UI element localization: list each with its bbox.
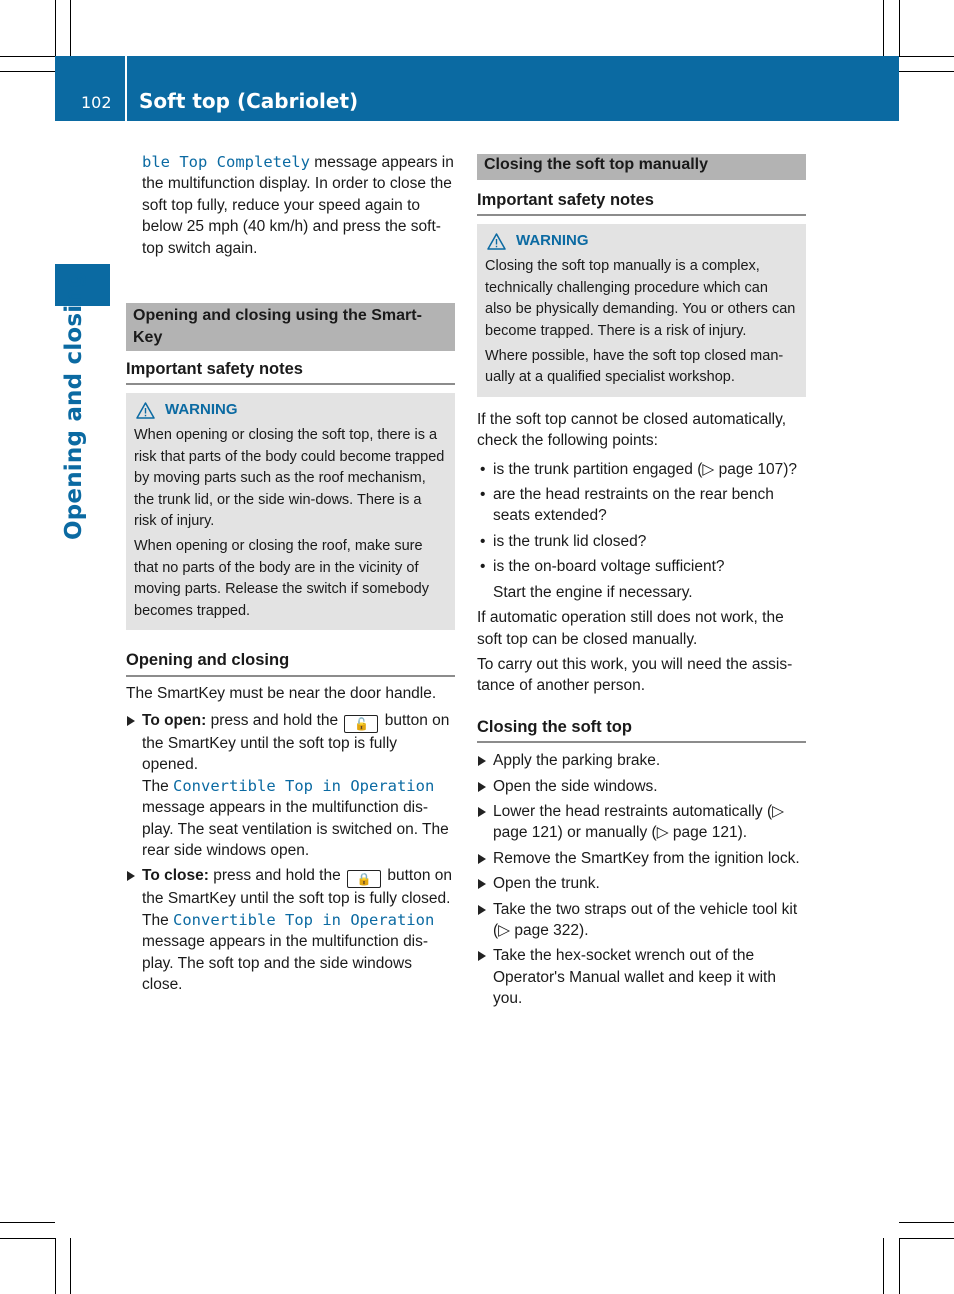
warning-text: When opening or closing the roof, make sure that no parts of the body are in the vicinity of moving parts. Release the switch if somebody becomes trapped. bbox=[134, 538, 429, 619]
step-item: Lower the head restraints automatically (▷ page 121) or manually (▷ page 121). bbox=[477, 801, 806, 844]
message-text: Convertible Top in Operation bbox=[173, 776, 435, 795]
crop-mark bbox=[899, 1222, 954, 1223]
step-arrow-icon bbox=[478, 905, 486, 915]
safety-heading: Important safety notes bbox=[126, 359, 455, 385]
paragraph: The SmartKey must be near the door handle. bbox=[126, 684, 437, 702]
crop-mark bbox=[883, 0, 884, 56]
step-arrow-icon bbox=[478, 807, 486, 817]
crop-mark bbox=[899, 1238, 900, 1294]
step-item: Take the hex-socket wrench out of the Operator's Manual wallet and keep it with you. bbox=[477, 945, 806, 1009]
step-arrow-icon bbox=[478, 951, 486, 961]
paragraph: To carry out this work, you will need the assis-tance of another person. bbox=[477, 655, 793, 695]
page-number: 102 bbox=[81, 93, 112, 112]
crop-mark bbox=[899, 71, 954, 72]
safety-heading: Important safety notes bbox=[477, 190, 806, 216]
page-title: Soft top (Cabriolet) bbox=[139, 89, 359, 113]
step-open: To open: press and hold the 🔓 button on the SmartKey until the soft top is fully opened. The Convertible Top in Operation message appears in the multifunction dis-play. The seat ventilation is switched on. The rear side windows open. bbox=[126, 710, 455, 861]
step-arrow-icon bbox=[478, 782, 486, 792]
warning-box bbox=[477, 224, 806, 396]
closing-soft-top-heading: Closing the soft top bbox=[477, 717, 806, 743]
crop-mark bbox=[55, 1238, 56, 1294]
right-column bbox=[477, 154, 806, 1010]
section-title-bar: Opening and closing using the Smart-Key bbox=[126, 303, 455, 351]
warning-header: WARNING bbox=[134, 399, 447, 421]
warning-triangle-icon bbox=[487, 233, 506, 250]
bullet-item: • is the trunk partition engaged (▷ page 107)? bbox=[480, 460, 798, 478]
crop-mark bbox=[899, 56, 954, 57]
step-arrow-icon bbox=[478, 854, 486, 864]
message-text: Convertible Top in Operation bbox=[173, 910, 435, 929]
paragraph: If the soft top cannot be closed automatically, check the following points: bbox=[477, 410, 787, 450]
unlock-button-icon: 🔓 bbox=[344, 715, 378, 733]
crop-mark bbox=[883, 1238, 884, 1294]
crop-mark bbox=[0, 1238, 55, 1239]
warning-text: Closing the soft top manually is a complex, technically challenging procedure which can also be physically demanding. You or others can become trapped. There is a risk of injury. bbox=[485, 258, 796, 339]
warning-triangle-icon bbox=[136, 402, 155, 419]
intro-paragraph: ble Top Completely message appears in the multifunction display. In order to close the soft top fully, reduce your speed again to below 25 mph (40 km/h) and press the soft-top switch again. bbox=[142, 153, 454, 257]
step-arrow-icon bbox=[478, 879, 486, 889]
step-arrow-icon bbox=[127, 716, 135, 726]
chapter-label: Opening and closing bbox=[61, 271, 87, 540]
warning-box bbox=[126, 393, 455, 630]
step-arrow-icon bbox=[478, 756, 486, 766]
page-header bbox=[55, 56, 899, 121]
step-close: To close: press and hold the 🔒 button on the SmartKey until the soft top is fully closed. The Convertible Top in Operation message appears in the multifunction dis-play. The soft top and the side windows close. bbox=[126, 865, 455, 995]
lock-button-icon: 🔒 bbox=[347, 870, 381, 888]
crop-mark bbox=[70, 0, 71, 56]
section-title-bar: Closing the soft top manually bbox=[477, 154, 806, 180]
bullet-item: • is the trunk lid closed? bbox=[480, 532, 647, 550]
warning-text: When opening or closing the soft top, there is a risk that parts of the body could become trapped by moving parts such as the roof mechanism, the trunk lid, or the side win-dows. There is a risk of injury. bbox=[134, 427, 445, 530]
bullet-followup: Start the engine if necessary. bbox=[493, 583, 693, 601]
crop-mark bbox=[899, 0, 900, 56]
crop-mark bbox=[70, 1238, 71, 1294]
step-item: Open the side windows. bbox=[477, 776, 806, 797]
step-item: Apply the parking brake. bbox=[477, 750, 806, 771]
crop-mark bbox=[0, 71, 55, 72]
crop-mark bbox=[0, 56, 55, 57]
crop-mark bbox=[55, 0, 56, 56]
warning-header: WARNING bbox=[485, 230, 798, 252]
message-text: ble Top Completely bbox=[142, 153, 310, 171]
left-column bbox=[126, 152, 455, 995]
bullet-item: • is the on-board voltage sufficient? bbox=[480, 558, 725, 576]
paragraph: If automatic operation still does not work, the soft top can be closed manually. bbox=[477, 609, 784, 648]
step-item: Open the trunk. bbox=[477, 873, 806, 894]
step-item: Take the two straps out of the vehicle tool kit (▷ page 322). bbox=[477, 899, 806, 942]
opening-closing-heading: Opening and closing bbox=[126, 650, 455, 676]
header-divider bbox=[125, 56, 127, 121]
step-item: Remove the SmartKey from the ignition lock. bbox=[477, 848, 806, 869]
warning-text: Where possible, have the soft top closed man-ually at a qualified specialist workshop. bbox=[485, 348, 784, 386]
step-arrow-icon bbox=[127, 871, 135, 881]
crop-mark bbox=[0, 1222, 55, 1223]
bullet-item: • are the head restraints on the rear bench seats extended? bbox=[480, 486, 774, 525]
crop-mark bbox=[899, 1238, 954, 1239]
